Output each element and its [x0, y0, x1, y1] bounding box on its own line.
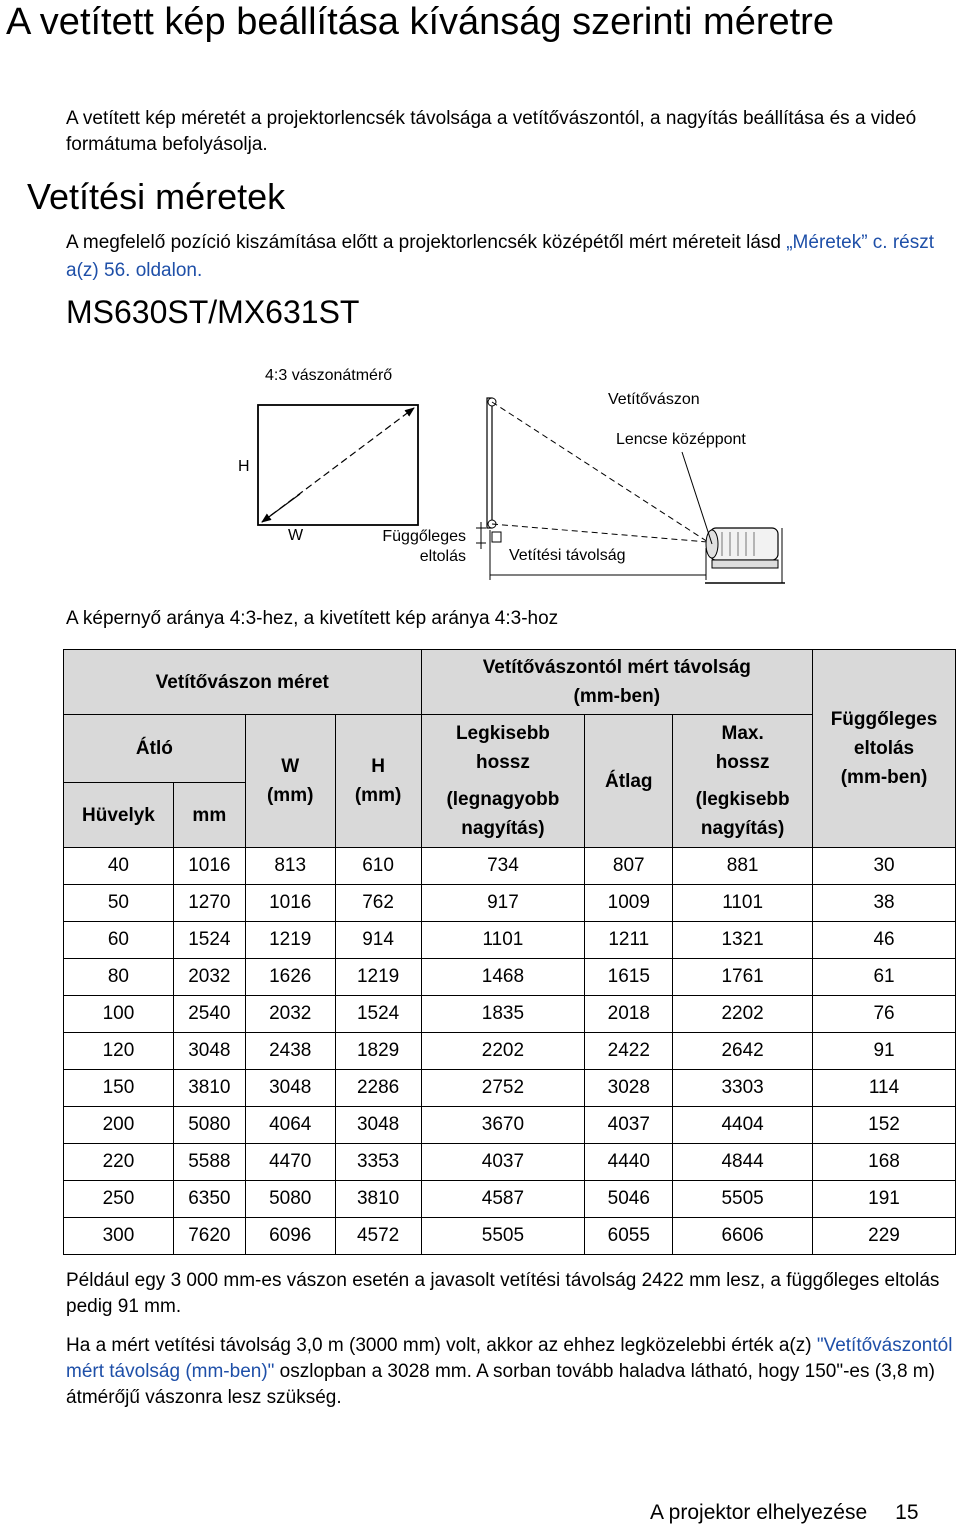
- table-cell: 229: [813, 1218, 956, 1255]
- table-cell: 1761: [673, 959, 813, 996]
- page-heading: A vetített kép beállítása kívánság szerinti méretre: [6, 1, 834, 43]
- table-cell: 50: [64, 885, 174, 922]
- table-cell: 1219: [335, 959, 421, 996]
- table-cell: 734: [421, 848, 585, 885]
- offset-label-line2: eltolás: [419, 548, 466, 565]
- page-footer: [650, 1499, 919, 1527]
- table-cell: 300: [64, 1218, 174, 1255]
- table-cell: 2422: [585, 1033, 673, 1070]
- table-cell: 1016: [173, 848, 245, 885]
- table-cell: 4404: [673, 1107, 813, 1144]
- table-cell: 3048: [173, 1033, 245, 1070]
- footer-section: A projektor elhelyezése: [650, 1501, 868, 1524]
- table-cell: 220: [64, 1144, 174, 1181]
- lens-small-box: [492, 532, 501, 542]
- table-cell: 3048: [335, 1107, 421, 1144]
- screen-side: [487, 398, 492, 528]
- table-row: [64, 848, 956, 885]
- table-cell: 4440: [585, 1144, 673, 1181]
- table-cell: 4572: [335, 1218, 421, 1255]
- header-offset-line3: (mm-ben): [840, 767, 928, 788]
- table-cell: 610: [335, 848, 421, 885]
- header-min-distance: [421, 715, 585, 848]
- header-inch: Hüvelyk: [64, 783, 174, 848]
- header-min-line1: Legkisebb: [455, 723, 550, 744]
- table-cell: 807: [585, 848, 673, 885]
- intro-paragraph: A vetített kép méretét a projektorlencsék távolsága a vetítővászontól, a nagyítás beállítása és a videó formátuma befolyásolja.: [66, 108, 917, 155]
- table-row: [64, 1070, 956, 1107]
- projection-distance-table: [63, 649, 956, 1255]
- header-screen-size: Vetítővászon méret: [64, 650, 422, 715]
- table-cell: 1219: [245, 922, 335, 959]
- table-cell: 1211: [585, 922, 673, 959]
- header-h-line2: (mm): [354, 785, 402, 806]
- table-cell: 5080: [245, 1181, 335, 1218]
- table-cell: 1626: [245, 959, 335, 996]
- table-cell: 762: [335, 885, 421, 922]
- table-cell: 3810: [173, 1070, 245, 1107]
- table-row: [64, 1033, 956, 1070]
- table-cell: 1101: [421, 922, 585, 959]
- reference-text: A megfelelő pozíció kiszámítása előtt a projektorlencsék középétől mért méreteit lásd: [66, 232, 787, 253]
- table-caption: A képernyő aránya 4:3-hez, a kivetített kép aránya 4:3-hoz: [66, 608, 559, 629]
- table-cell: 5046: [585, 1181, 673, 1218]
- table-cell: 3670: [421, 1107, 585, 1144]
- distance-label: Vetítési távolság: [509, 547, 626, 564]
- table-cell: 1101: [673, 885, 813, 922]
- table-cell: 3353: [335, 1144, 421, 1181]
- table-row: [64, 1218, 956, 1255]
- table-cell: 6096: [245, 1218, 335, 1255]
- table-cell: 6350: [173, 1181, 245, 1218]
- table-cell: 5505: [421, 1218, 585, 1255]
- table-cell: 1016: [245, 885, 335, 922]
- table-cell: 2286: [335, 1070, 421, 1107]
- explanation-paragraph: [66, 1333, 956, 1411]
- table-row: [64, 1181, 956, 1218]
- table-cell: 150: [64, 1070, 174, 1107]
- w-label: W: [288, 527, 304, 544]
- table-cell: 1835: [421, 996, 585, 1033]
- explanation-text-before: Ha a mért vetítési távolság 3,0 m (3000 mm) volt, akkor az ehhez legközelebbi érték a(z): [66, 1335, 817, 1356]
- section-title: Vetítési méretek: [27, 176, 286, 217]
- projection-diagram: [0, 0, 960, 600]
- distance-column-link[interactable]: "Vetítővászontól mért távolság (mm-ben)": [66, 1335, 953, 1382]
- table-cell: 5588: [173, 1144, 245, 1181]
- table-cell: 2752: [421, 1070, 585, 1107]
- table-cell: 3048: [245, 1070, 335, 1107]
- page-number: 15: [895, 1501, 919, 1524]
- table-cell: 1468: [421, 959, 585, 996]
- table-cell: 1270: [173, 885, 245, 922]
- table-cell: 5505: [673, 1181, 813, 1218]
- table-cell: 152: [813, 1107, 956, 1144]
- table-cell: 250: [64, 1181, 174, 1218]
- header-offset-line1: Függőleges: [830, 709, 938, 730]
- table-cell: 200: [64, 1107, 174, 1144]
- table-row: [64, 959, 956, 996]
- table-cell: 1524: [173, 922, 245, 959]
- lens-pointer: [682, 452, 712, 544]
- table-cell: 3810: [335, 1181, 421, 1218]
- table-cell: 1524: [335, 996, 421, 1033]
- header-w-line1: W: [281, 756, 300, 777]
- table-cell: 6606: [673, 1218, 813, 1255]
- table-cell: 4470: [245, 1144, 335, 1181]
- h-label: H: [238, 458, 250, 475]
- model-title: MS630ST/MX631ST: [66, 294, 360, 330]
- offset-label-line1: Függőleges: [382, 528, 466, 545]
- table-cell: 38: [813, 885, 956, 922]
- table-row: [64, 996, 956, 1033]
- table-cell: 168: [813, 1144, 956, 1181]
- table-cell: 917: [421, 885, 585, 922]
- header-offset: [813, 650, 956, 848]
- table-row: [64, 922, 956, 959]
- table-cell: 4037: [421, 1144, 585, 1181]
- header-h-line1: H: [371, 756, 385, 777]
- example-paragraph: Például egy 3 000 mm-es vászon esetén a javasolt vetítési távolság 2422 mm lesz, a függőleges eltolás pedig 91 mm.: [66, 1270, 940, 1317]
- dimensions-link[interactable]: „Méretek” c. részt a(z) 56. oldalon.: [66, 232, 935, 281]
- explanation-text-after: oszlopban a 3028 mm. A sorban tovább haladva látható, hogy 150"-es (3,8 m) átmérőjű vászonra lesz szükség.: [66, 1361, 935, 1408]
- lens-center-label: Lencse középpont: [616, 431, 746, 448]
- header-w: [245, 715, 335, 848]
- table-row: [64, 1144, 956, 1181]
- table-cell: 4587: [421, 1181, 585, 1218]
- table-cell: 1009: [585, 885, 673, 922]
- table-cell: 80: [64, 959, 174, 996]
- screen-label: Vetítővászon: [608, 391, 700, 408]
- diagonal-arrow-start: [262, 494, 300, 522]
- header-min-line4: nagyítás): [461, 818, 545, 839]
- table-cell: 61: [813, 959, 956, 996]
- projector-icon: [706, 528, 778, 568]
- table-body: [64, 848, 956, 1255]
- table-cell: 2018: [585, 996, 673, 1033]
- table-cell: 114: [813, 1070, 956, 1107]
- header-max-line2: hossz: [715, 752, 770, 773]
- table-cell: 5080: [173, 1107, 245, 1144]
- screen-pointer: [496, 405, 598, 412]
- table-cell: 1615: [585, 959, 673, 996]
- header-max-line4: nagyítás): [700, 818, 785, 839]
- header-w-line2: (mm): [266, 785, 314, 806]
- table-cell: 120: [64, 1033, 174, 1070]
- header-distance: [421, 650, 813, 715]
- header-diagonal: Átló: [64, 715, 246, 783]
- table-cell: 2642: [673, 1033, 813, 1070]
- header-distance-line1: Vetítővászontól mért távolság: [482, 657, 751, 678]
- table-cell: 7620: [173, 1218, 245, 1255]
- diagonal-label: 4:3 vászonátmérő: [265, 367, 393, 384]
- table-cell: 4064: [245, 1107, 335, 1144]
- header-average: Átlag: [585, 715, 673, 848]
- table-cell: 191: [813, 1181, 956, 1218]
- table-cell: 813: [245, 848, 335, 885]
- table-cell: 2032: [173, 959, 245, 996]
- table-cell: 2438: [245, 1033, 335, 1070]
- table-cell: 2540: [173, 996, 245, 1033]
- table-cell: 3303: [673, 1070, 813, 1107]
- table-cell: 100: [64, 996, 174, 1033]
- table-cell: 2032: [245, 996, 335, 1033]
- table-cell: 4037: [585, 1107, 673, 1144]
- table-cell: 60: [64, 922, 174, 959]
- table-cell: 30: [813, 848, 956, 885]
- header-max-line1: Max.: [721, 723, 764, 744]
- table-cell: 2202: [421, 1033, 585, 1070]
- header-max-distance: [673, 715, 813, 848]
- table-cell: 1829: [335, 1033, 421, 1070]
- table-cell: 4844: [673, 1144, 813, 1181]
- table-cell: 76: [813, 996, 956, 1033]
- table-cell: 40: [64, 848, 174, 885]
- projection-beam-top: [492, 402, 708, 542]
- header-mm: mm: [173, 783, 245, 848]
- table-row: [64, 885, 956, 922]
- table-cell: 2202: [673, 996, 813, 1033]
- table-row: [64, 1107, 956, 1144]
- header-min-line2: hossz: [476, 752, 530, 773]
- header-h: [335, 715, 421, 848]
- header-max-line3: (legkisebb: [695, 789, 790, 810]
- projection-beam-bottom: [492, 524, 708, 542]
- header-min-line3: (legnagyobb: [446, 789, 560, 810]
- table-cell: 46: [813, 922, 956, 959]
- table-cell: 3028: [585, 1070, 673, 1107]
- table-cell: 881: [673, 848, 813, 885]
- header-offset-line2: eltolás: [853, 738, 915, 759]
- header-distance-line2: (mm-ben): [573, 686, 661, 707]
- table-cell: 1321: [673, 922, 813, 959]
- table-cell: 914: [335, 922, 421, 959]
- table-cell: 6055: [585, 1218, 673, 1255]
- table-cell: 91: [813, 1033, 956, 1070]
